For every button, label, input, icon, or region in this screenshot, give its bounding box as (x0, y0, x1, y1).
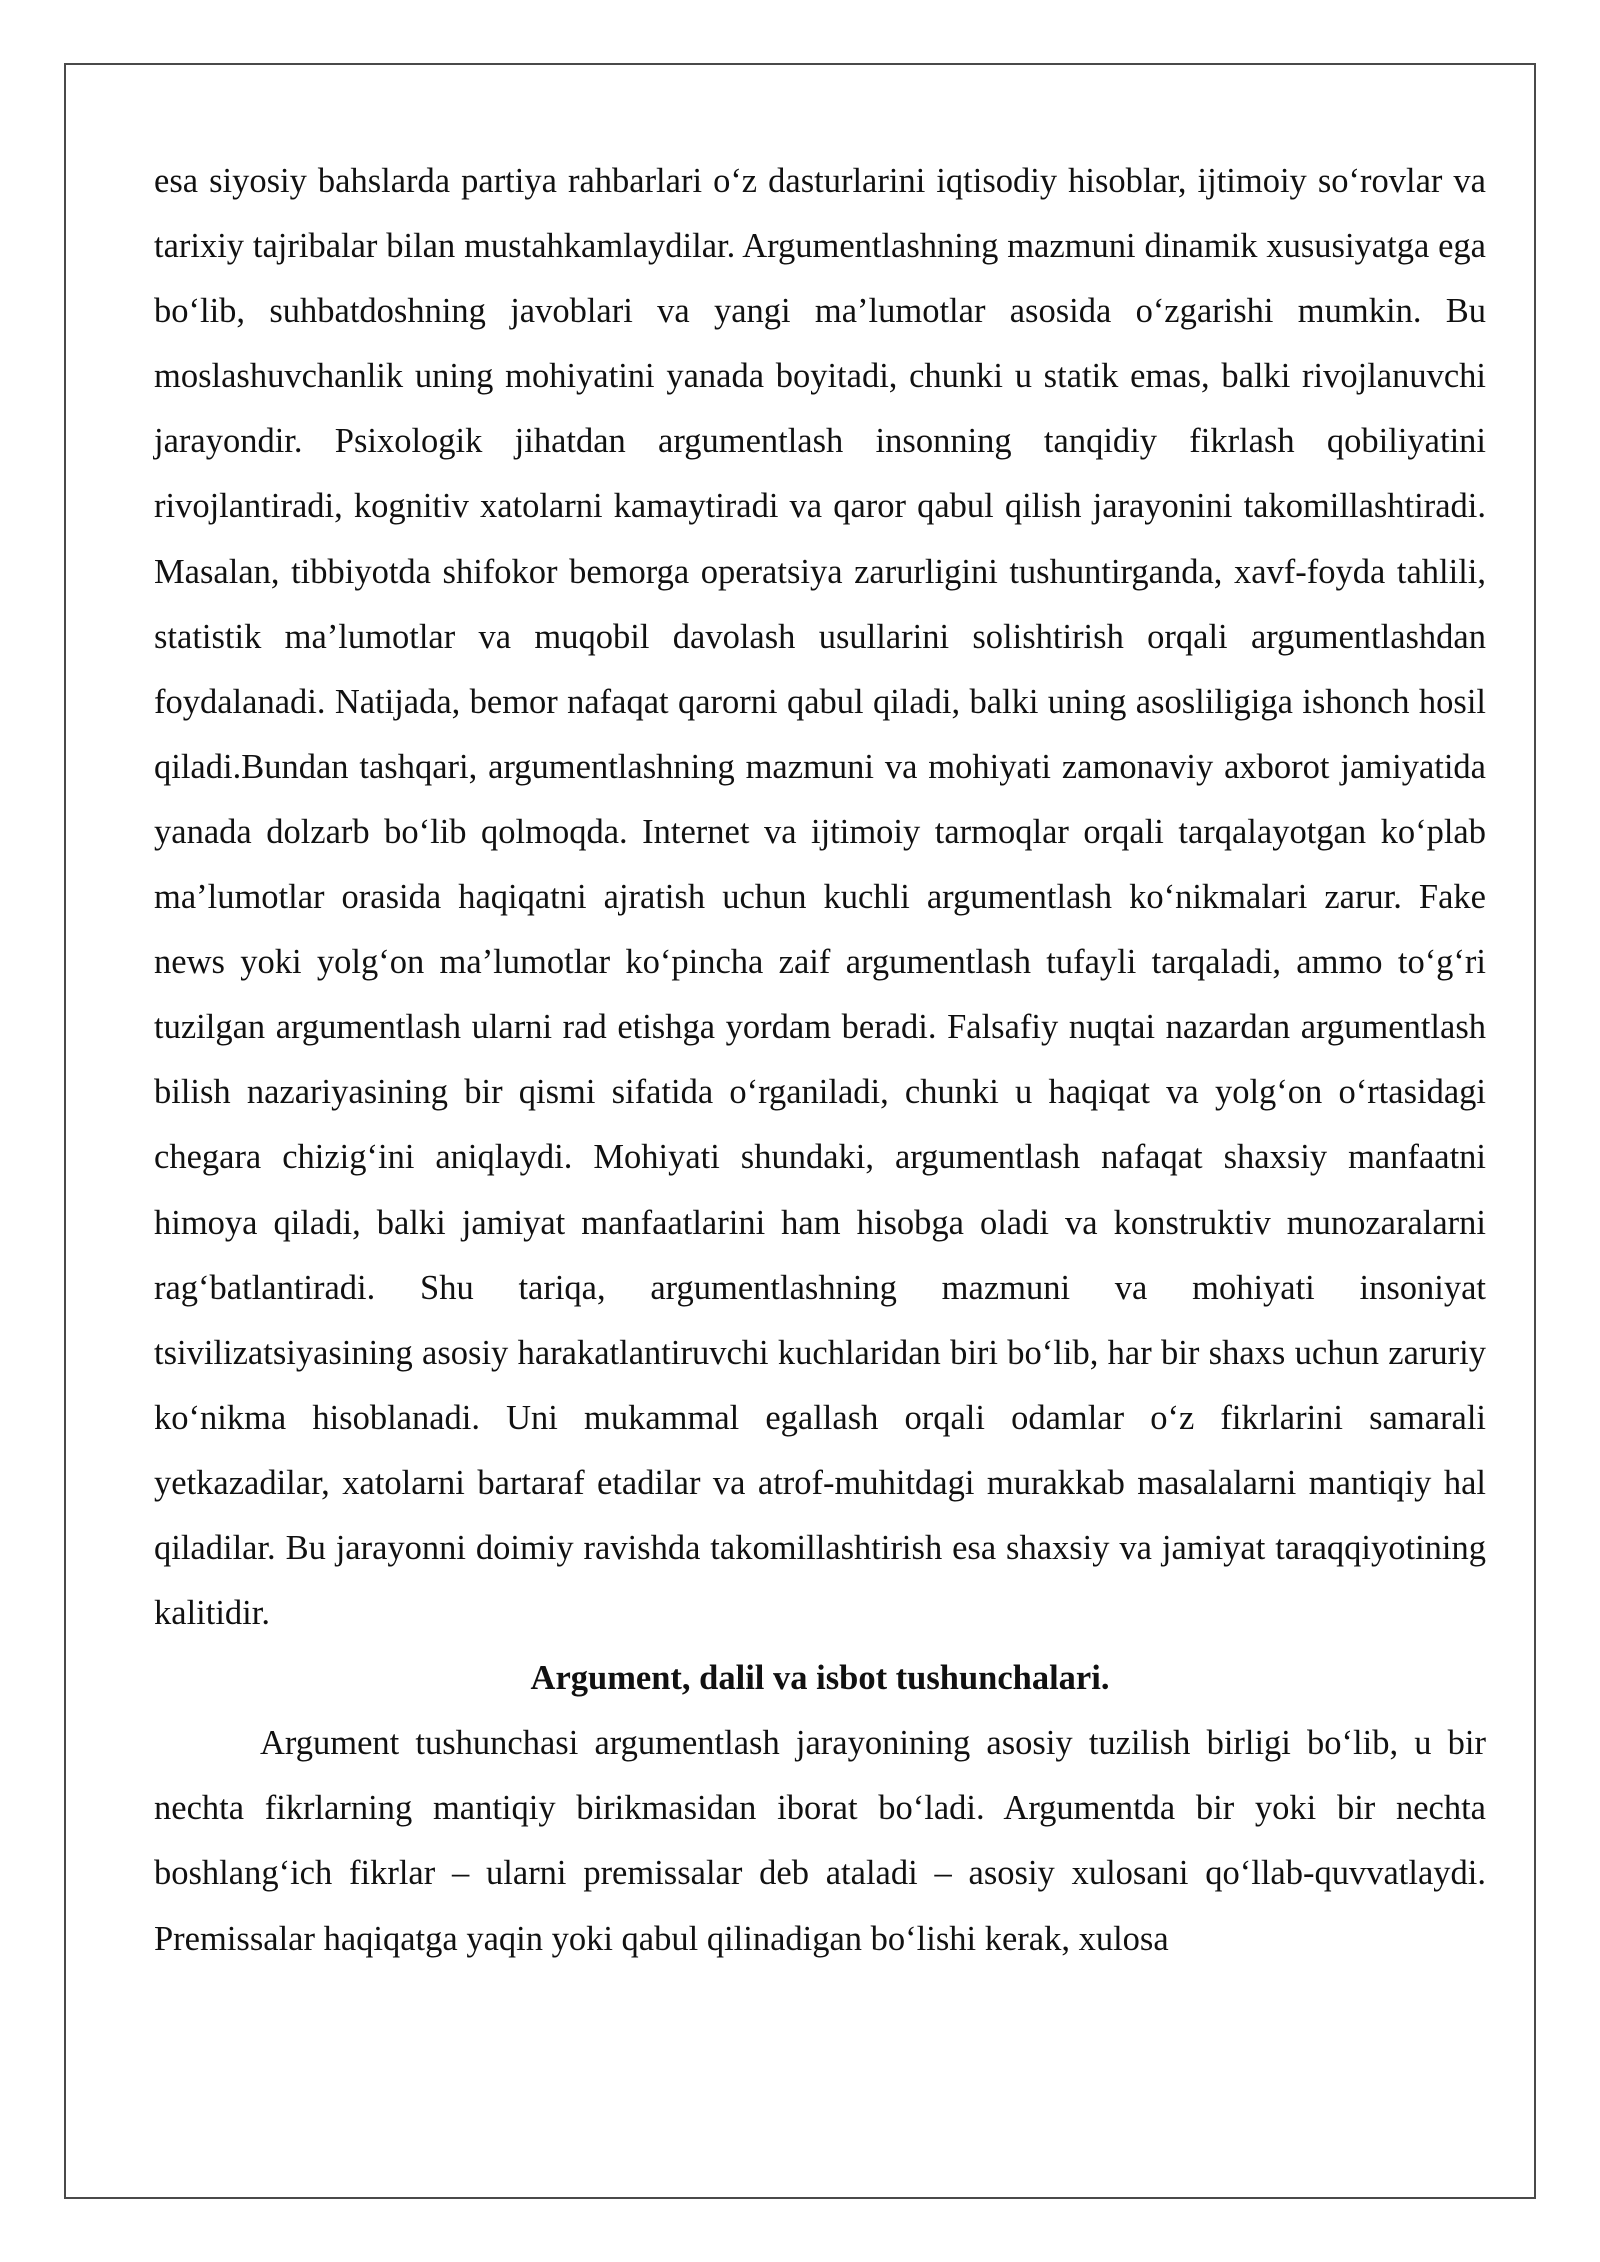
body-paragraph-2: Argument tushunchasi argumentlash jarayonining asosiy tuzilish birligi bo‘lib, u bir nechta fikrlarning mantiqiy birikmasidan iborat bo‘ladi. Argumentda bir yoki bir nechta boshlang‘ich fikrlar – ularni premissalar deb ataladi – asosiy xulosani qo‘llab-quvvatlaydi. Premissalar haqiqatga yaqin yoki qabul qilinadigan bo‘lishi kerak, xulosa (154, 1724, 1486, 1958)
section-heading: Argument, dalil va isbot tushunchalari. (530, 1659, 1110, 1698)
body-paragraph-1: esa siyosiy bahslarda partiya rahbarlari o‘z dasturlarini iqtisodiy hisoblar, ijtimoiy so‘rovlar va tarixiy tajribalar bilan mustahkamlaydilar. Argumentlashning mazmuni dinamik xususiyatga ega bo‘lib, suhbatdoshning javoblari va yangi ma’lumotlar asosida o‘zgarishi mumkin. Bu moslashuvchanlik uning mohiyatini yanada boyitadi, chunki u statik emas, balki rivojlanuvchi jarayondir. Psixologik jihatdan argumentlash insonning tanqidiy fikrlash qobiliyatini rivojlantiradi, kognitiv xatolarni kamaytiradi va qaror qabul qilish jarayonini takomillashtiradi. Masalan, tibbiyotda shifokor bemorga operatsiya zarurligini tushuntirganda, xavf-foyda tahlili, statistik ma’lumotlar va muqobil davolash usullarini solishtirish orqali argumentlashdan foydalanadi. Natijada, bemor nafaqat qarorni qabul qiladi, balki uning asosliligiga ishonch hosil qiladi.Bundan tashqari, argumentlashning mazmuni va mohiyati zamonaviy axborot jamiyatida yanada dolzarb bo‘lib qolmoqda. Internet va ijtimoiy tarmoqlar orqali tarqalayotgan ko‘plab ma’lumotlar orasida haqiqatni ajratish uchun kuchli argumentlash ko‘nikmalari zarur. Fake news yoki yolg‘on ma’lumotlar ko‘pincha zaif argumentlash tufayli tarqaladi, ammo to‘g‘ri tuzilgan argumentlash ularni rad etishga yordam beradi. Falsafiy nuqtai nazardan argumentlash bilish nazariyasining bir qismi sifatida o‘rganiladi, chunki u haqiqat va yolg‘on o‘rtasidagi chegara chizig‘ini aniqlaydi. Mohiyati shundaki, argumentlash nafaqat shaxsiy manfaatni himoya qiladi, balki jamiyat manfaatlarini ham hisobga oladi va konstruktiv munozaralarni rag‘batlantiradi. Shu tariqa, argumentlashning mazmuni va mohiyati insoniyat tsivilizatsiyasining asosiy harakatlantiruvchi kuchlaridan biri bo‘lib, har bir shaxs uchun zaruriy ko‘nikma hisoblanadi. Uni mukammal egallash orqali odamlar o‘z fikrlarini samarali yetkazadilar, xatolarni bartaraf etadilar va atrof-muhitdagi murakkab masalalarni mantiqiy hal qiladilar. Bu jarayonni doimiy ravishda takomillashtirish esa shaxsiy va jamiyat taraqqiyotining kalitidir. (154, 162, 1486, 1633)
document-body (154, 149, 1486, 1972)
